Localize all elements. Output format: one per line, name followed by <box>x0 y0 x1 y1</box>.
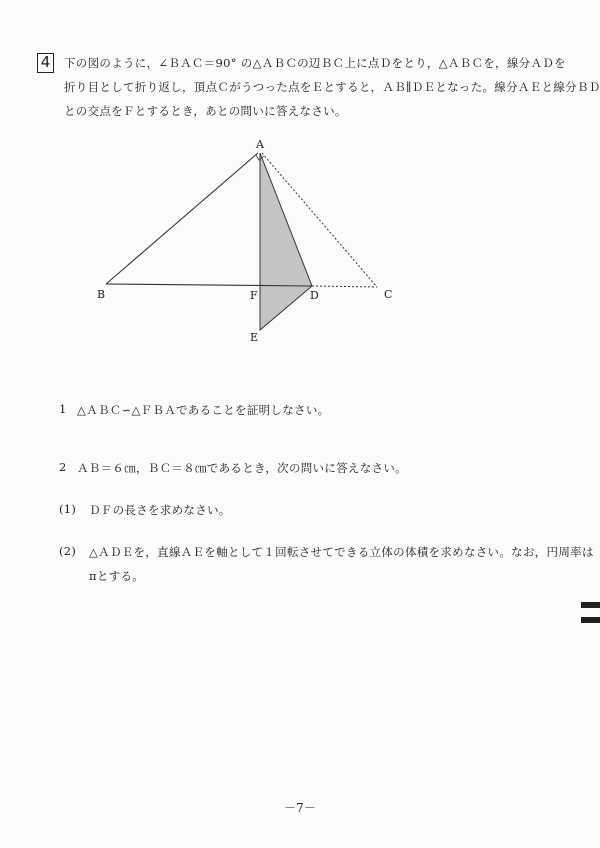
segment-ab <box>106 153 258 284</box>
label-c: C <box>384 288 393 301</box>
segment-dc-dashed <box>312 286 377 287</box>
q2-2-text-line-2: πとする。 <box>89 569 145 583</box>
label-a: A <box>256 138 264 151</box>
q2-2-text-line-1: △ＡＤＥを，直線ＡＥを軸として１回転させてできる立体の体積を求めなさい。なお，円周率は <box>89 545 594 559</box>
intro-line-3: との交点をＦとするとき，あとの問いに答えなさい。 <box>64 104 347 118</box>
q1-number: 1 <box>59 402 67 416</box>
label-e: E <box>250 331 259 344</box>
shaded-triangle-ade <box>260 153 312 330</box>
q2-text: ＡＢ＝６㎝，ＢＣ＝８㎝であるとき，次の問いに答えなさい。 <box>77 461 407 475</box>
edge-index-mark-2 <box>581 617 600 623</box>
edge-index-mark-1 <box>581 602 600 608</box>
page-number: －7－ <box>284 801 316 815</box>
q2-number: 2 <box>59 460 67 474</box>
intro-line-1: 下の図のように，∠ＢＡＣ＝90° の△ＡＢＣの辺ＢＣ上に点Ｄをとり，△ＡＢＣを，線分ＡＤを <box>64 56 566 70</box>
q2-1-number: (1) <box>59 502 77 516</box>
q1-text: △ＡＢＣ∽△ＦＢＡであることを証明しなさい。 <box>77 403 330 417</box>
q2-2-number: (2) <box>59 544 77 558</box>
question-number-box: 4 <box>37 53 54 73</box>
label-d: D <box>310 289 319 302</box>
intro-line-2: 折り目として折り返し，頂点Ｃがうつった点をＥとすると，ＡＢ∥ＤＥとなった。線分ＡＥと線分ＢＤ <box>64 80 600 94</box>
label-f: F <box>250 289 258 302</box>
label-b: B <box>97 288 106 301</box>
q2-1-text: ＤＦの長さを求めなさい。 <box>89 503 231 517</box>
